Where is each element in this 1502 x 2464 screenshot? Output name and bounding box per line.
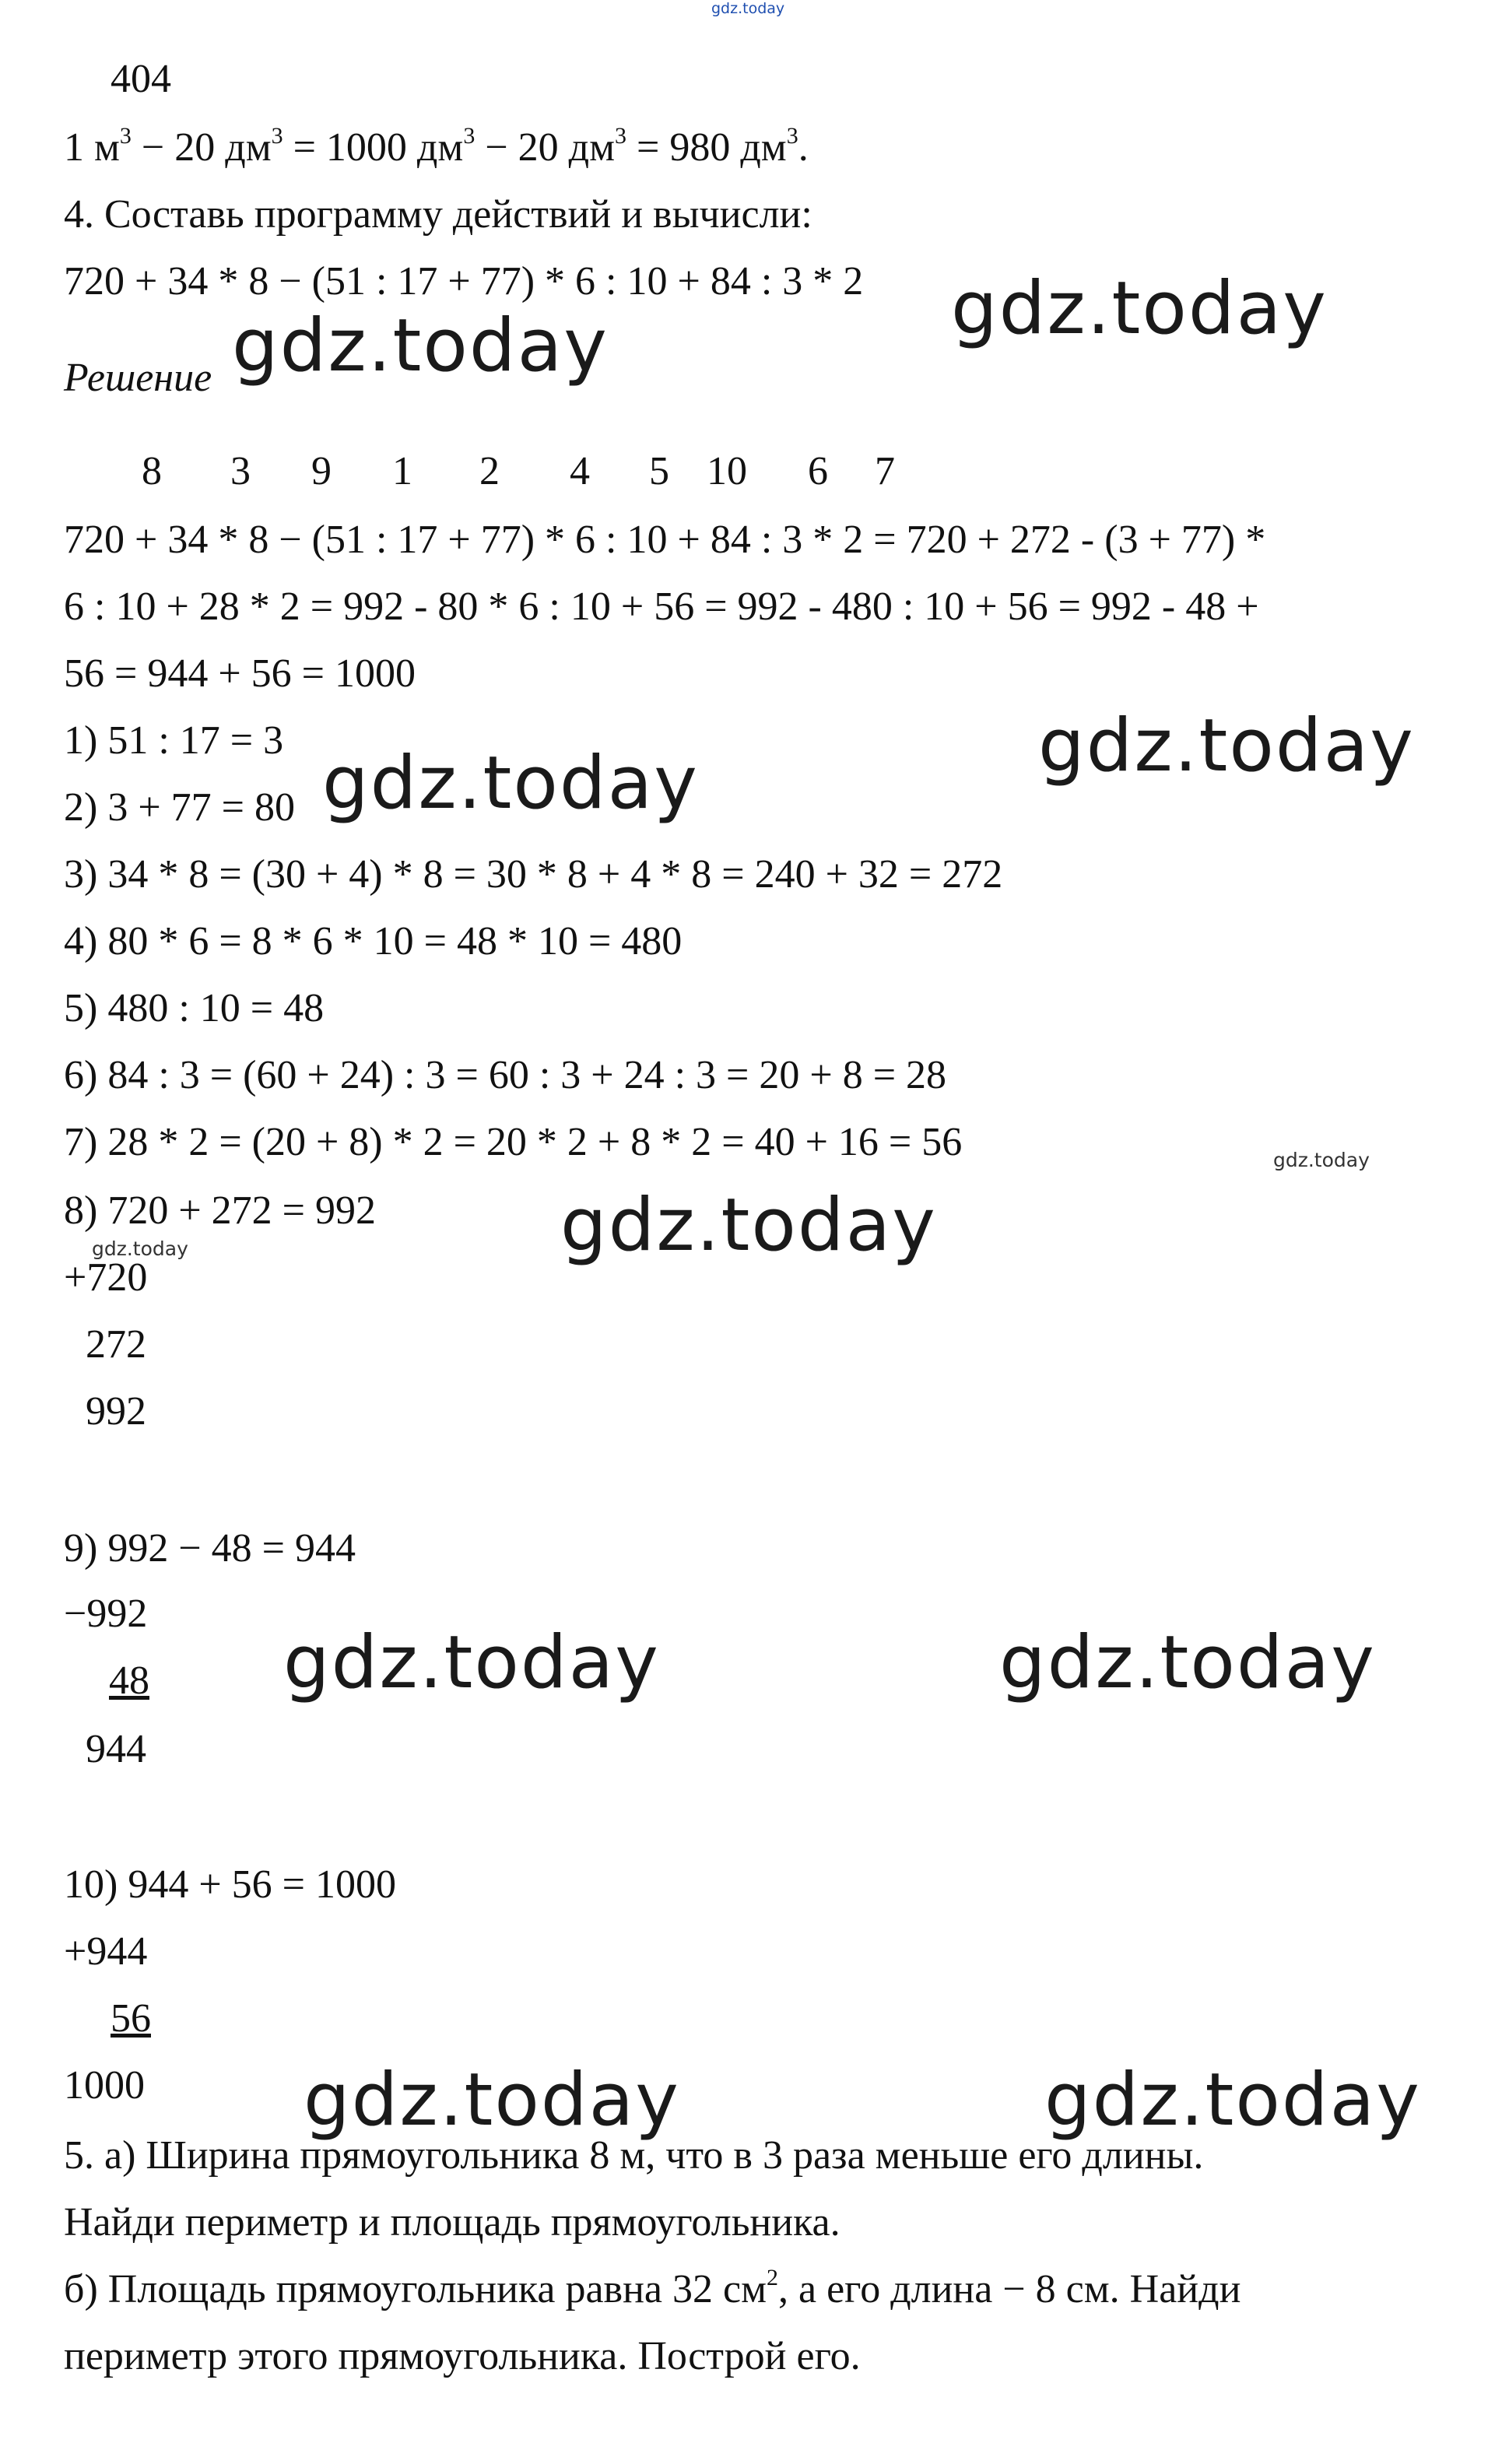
column10-result: 1000 — [64, 2063, 145, 2108]
watermark: gdz.today — [304, 2058, 680, 2143]
step-line: 5) 480 : 10 = 48 — [64, 986, 325, 1030]
step-line: 6) 84 : 3 = (60 + 24) : 3 = 60 : 3 + 24 : 3 = 20 + 8 = 28 — [64, 1053, 947, 1097]
volume-exp-2: 3 — [271, 123, 283, 149]
order-number: 6 — [808, 449, 828, 493]
volume-part-4: − 20 дм — [475, 125, 616, 170]
column9-result: 944 — [86, 1727, 146, 1771]
column10-top: +944 — [64, 1929, 148, 1974]
order-number: 7 — [875, 449, 895, 493]
watermark: gdz.today — [560, 1183, 937, 1268]
order-number: 4 — [570, 449, 590, 493]
step10-line: 10) 944 + 56 = 1000 — [64, 1862, 396, 1907]
watermark-small: gdz.today — [1273, 1149, 1370, 1171]
task5-line4: периметр этого прямоугольника. Построй его. — [64, 2334, 861, 2378]
task4-expression: 720 + 34 * 8 − (51 : 17 + 77) * 6 : 10 + 84 : 3 * 2 — [64, 259, 864, 304]
page-number: 404 — [111, 57, 171, 101]
order-number: 1 — [392, 449, 412, 493]
watermark: gdz.today — [1038, 704, 1415, 788]
task5-line1: 5. а) Ширина прямоугольника 8 м, что в 3 раза меньше его длины. — [64, 2133, 1204, 2178]
watermark: gdz.today — [999, 1620, 1376, 1705]
order-number: 5 — [649, 449, 669, 493]
calc-line: 56 = 944 + 56 = 1000 — [64, 651, 416, 696]
column9-top: −992 — [64, 1592, 148, 1636]
watermark: gdz.today — [951, 266, 1328, 351]
column8-top: +720 — [64, 1255, 148, 1300]
task4-title: 4. Составь программу действий и вычисли: — [64, 192, 812, 237]
volume-equation — [64, 125, 809, 171]
column8-mid: 272 — [86, 1322, 146, 1367]
order-number: 9 — [311, 449, 332, 493]
column10-mid: 56 — [111, 1996, 151, 2041]
solution-label: Решение — [64, 356, 212, 400]
step-line: 1) 51 : 17 = 3 — [64, 718, 284, 763]
watermark: gdz.today — [232, 304, 609, 388]
volume-exp-4: 3 — [615, 123, 627, 149]
watermark-small: gdz.today — [92, 1237, 188, 1260]
watermark: gdz.today — [283, 1620, 660, 1705]
watermark: gdz.today — [322, 741, 699, 826]
step9-line: 9) 992 − 48 = 944 — [64, 1526, 356, 1571]
volume-part-3: = 1000 дм — [283, 125, 464, 170]
order-number: 10 — [707, 449, 747, 493]
volume-part-2: − 20 дм — [131, 125, 272, 170]
order-number: 8 — [142, 449, 162, 493]
task5-line3-exp: 2 — [767, 2265, 778, 2290]
step-line: 7) 28 * 2 = (20 + 8) * 2 = 20 * 2 + 8 * 2 = 40 + 16 = 56 — [64, 1120, 963, 1164]
order-number: 3 — [230, 449, 251, 493]
volume-part-1: 1 м — [64, 125, 120, 170]
watermark-top: gdz.today — [711, 0, 785, 17]
volume-exp-3: 3 — [463, 123, 476, 149]
step-line: 8) 720 + 272 = 992 — [64, 1188, 376, 1233]
calc-line: 6 : 10 + 28 * 2 = 992 - 80 * 6 : 10 + 56 = 992 - 480 : 10 + 56 = 992 - 48 + — [64, 584, 1259, 629]
watermark: gdz.today — [1044, 2058, 1421, 2143]
step-line: 2) 3 + 77 = 80 — [64, 785, 295, 830]
step-line: 3) 34 * 8 = (30 + 4) * 8 = 30 * 8 + 4 * 8 = 240 + 32 = 272 — [64, 852, 1003, 897]
order-numbers-row — [0, 448, 1502, 495]
volume-exp-5: 3 — [786, 123, 798, 149]
volume-part-5: = 980 дм — [626, 125, 787, 170]
column9-mid: 48 — [109, 1658, 149, 1703]
order-number: 2 — [479, 449, 500, 493]
volume-part-6: . — [798, 125, 809, 170]
column8-result: 992 — [86, 1389, 146, 1434]
task5-line2: Найди периметр и площадь прямоугольника. — [64, 2200, 840, 2245]
task5-line3-b: , а его длина − 8 см. Найди — [778, 2267, 1241, 2311]
volume-exp-1: 3 — [119, 123, 132, 149]
task5-line3 — [64, 2266, 1241, 2313]
calc-line: 720 + 34 * 8 − (51 : 17 + 77) * 6 : 10 + 84 : 3 * 2 = 720 + 272 - (3 + 77) * — [64, 518, 1266, 562]
step-line: 4) 80 * 6 = 8 * 6 * 10 = 48 * 10 = 480 — [64, 919, 683, 963]
task5-line3-a: б) Площадь прямоугольника равна 32 см — [64, 2267, 767, 2311]
